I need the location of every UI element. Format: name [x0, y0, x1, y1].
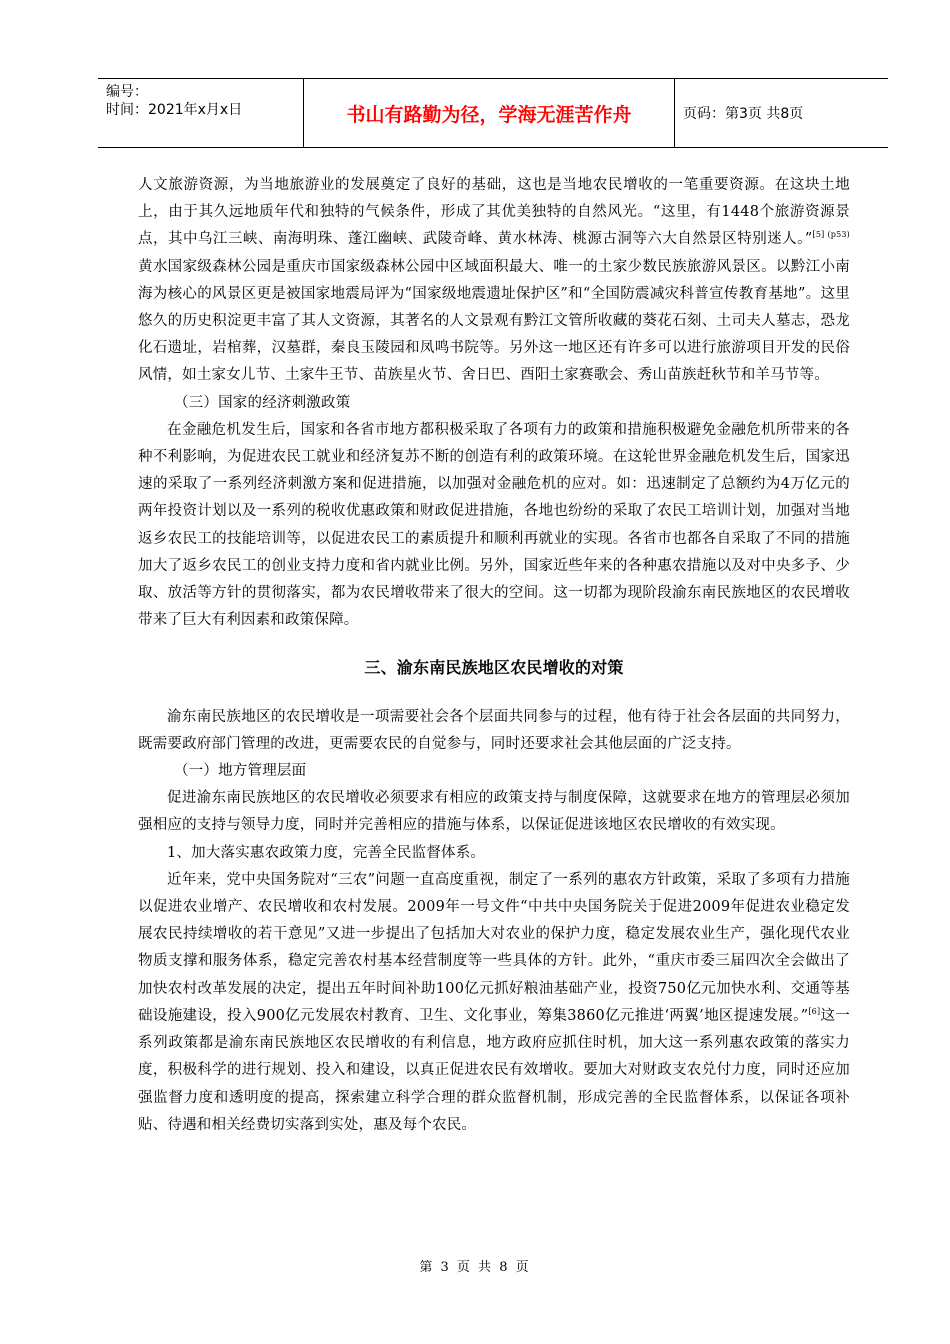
paragraph-management: 促进渝东南民族地区的农民增收必须要求有相应的政策支持与制度保障，这就要求在地方的管理层必须加强相应的支持与领导力度，同时并完善相应的措施与体系，以保证促进该地区农民增收的有效实现。 [138, 790, 850, 834]
section-heading: 三、渝东南民族地区农民增收的对策 [364, 658, 624, 678]
paragraph-tourism [138, 172, 850, 390]
paragraph-measures [138, 867, 850, 1139]
subheading-policy: （三）国家的经济刺激政策 [174, 394, 351, 411]
paragraph-text: 人文旅游资源，为当地旅游业的发展奠定了良好的基础，这也是当地农民增收的一笔重要资源。在这块土地上，由于其久远地质年代和独特的气候条件，形成了其优美独特的自然风光。“这里，有1448个旅游资源景点，其中乌江三峡、南海明珠、蓬江幽峡、武陵奇峰、黄水林涛、桃源古洞等六大自然景区特别迷人。” [138, 177, 850, 248]
subheading-local-management: （一）地方管理层面 [174, 763, 307, 780]
paragraph-text: 黄水国家级森林公园是重庆市国家级森林公园中区域面积最大、唯一的土家少数民族旅游风景区。以黔江小南海为核心的风景区更是被国家地震局评为“国家级地震遗址保护区”和“全国防震减灾科普宣传教育基地”。这里悠久的历史积淀更丰富了其人文资源，其著名的人文景观有黔江文管所收藏的葵花石刻、土司夫人墓志，恐龙化石遗址，岩棺葬，汉墓群，秦良玉陵园和凤鸣书院等。另外这一地区还有许多可以进行旅游项目开发的民俗风情，如土家女儿节、土家牛王节、苗族星火节、舍日巴、酉阳土家赛歌会、秀山苗族赶秋节和羊马节等。 [138, 258, 850, 384]
paragraph-intro: 渝东南民族地区的农民增收是一项需要社会各个层面共同参与的过程，他有待于社会各层面的共同努力，既需要政府部门管理的改进，更需要农民的自觉参与，同时还要求社会其他层面的广泛支持。 [138, 708, 850, 752]
citation-ref: [6] [808, 1007, 821, 1017]
number-label: 编号： [106, 84, 148, 100]
paragraph-text: 近年来，党中央国务院对“三农”问题一直高度重视，制定了一系列的惠农方针政策，采取了多项有力措施以促进农业增产、农民增收和农村发展。2009年一号文件“中共中央国务院关于促进2009年促进农业稳定发展农民持续增收的若干意见”又进一步提出了包括加大对农业的保护力度，稳定发展农业生产，强化现代农业物质支撑和服务体系，稳定完善农村基本经营制度等一些具体的方针。此外，“重庆市委三届四次全会做出了加快农村改革发展的决定，提出五年时间补助100亿元抓好粮油基础产业，投资750亿元加快水利、交通等基础设施建设，投入900亿元发展农村教育、卫生、文化事业，筹集3860亿元推进‘两翼’地区提速发展。” [138, 871, 850, 1024]
list-item-1: 1、加大落实惠农政策力度，完善全民监督体系。 [167, 844, 486, 861]
header-motto: 书山有路勤为径，学海无涯苦作舟 [303, 79, 675, 147]
page-header [98, 78, 888, 148]
paragraph-policy: 在金融危机发生后，国家和各省市地方都积极采取了各项有力的政策和措施积极避免金融危机所带来的各种不利影响，为促进农民工就业和经济复苏不断的创造有利的政策环境。在这轮世界金融危机发生后，国家迅速的采取了一系列经济刺激方案和促进措施，以加强对金融危机的应对。如：迅速制定了总额约为4万亿元的两年投资计划以及一系列的税收优惠政策和财政促进措施，各地也纷纷的采取了农民工培训计划，加强对当地返乡农民工的技能培训等，以促进农民工的素质提升和顺利再就业的实现。各省市也都各自采取了不同的措施加大了返乡农民工的创业支持力度和省内就业比例。另外，国家近些年来的各种惠农措施以及对中央多予、少取、放活等方针的贯彻落实，都为农民增收带来了很大的空间。这一切都为现阶段渝东南民族地区的农民增收带来了巨大有利因素和政策保障。 [138, 421, 850, 629]
paragraph-text: 这一系列政策都是渝东南民族地区农民增收的有利信息，地方政府应抓住时机，加大这一系列惠农政策的落实力度，积极科学的进行规划、投入和建设，以真正促进农民有效增收。要加大对财政支农兑付力度，同时还应加强监督力度和透明度的提高，探索建立科学合理的群众监督机制，形成完善的全民监督体系，以保证各项补贴、待遇和相关经费切实落到实处，惠及每个农民。 [138, 1007, 850, 1133]
header-info [98, 79, 303, 147]
citation-ref: [5] (p53) [812, 230, 850, 240]
time-label: 时间：2021年x月x日 [106, 102, 243, 118]
document-body [138, 172, 850, 1139]
page-footer: 第 3 页 共 8 页 [419, 1260, 531, 1275]
header-page-label: 页码：第3页 共8页 [683, 106, 804, 122]
